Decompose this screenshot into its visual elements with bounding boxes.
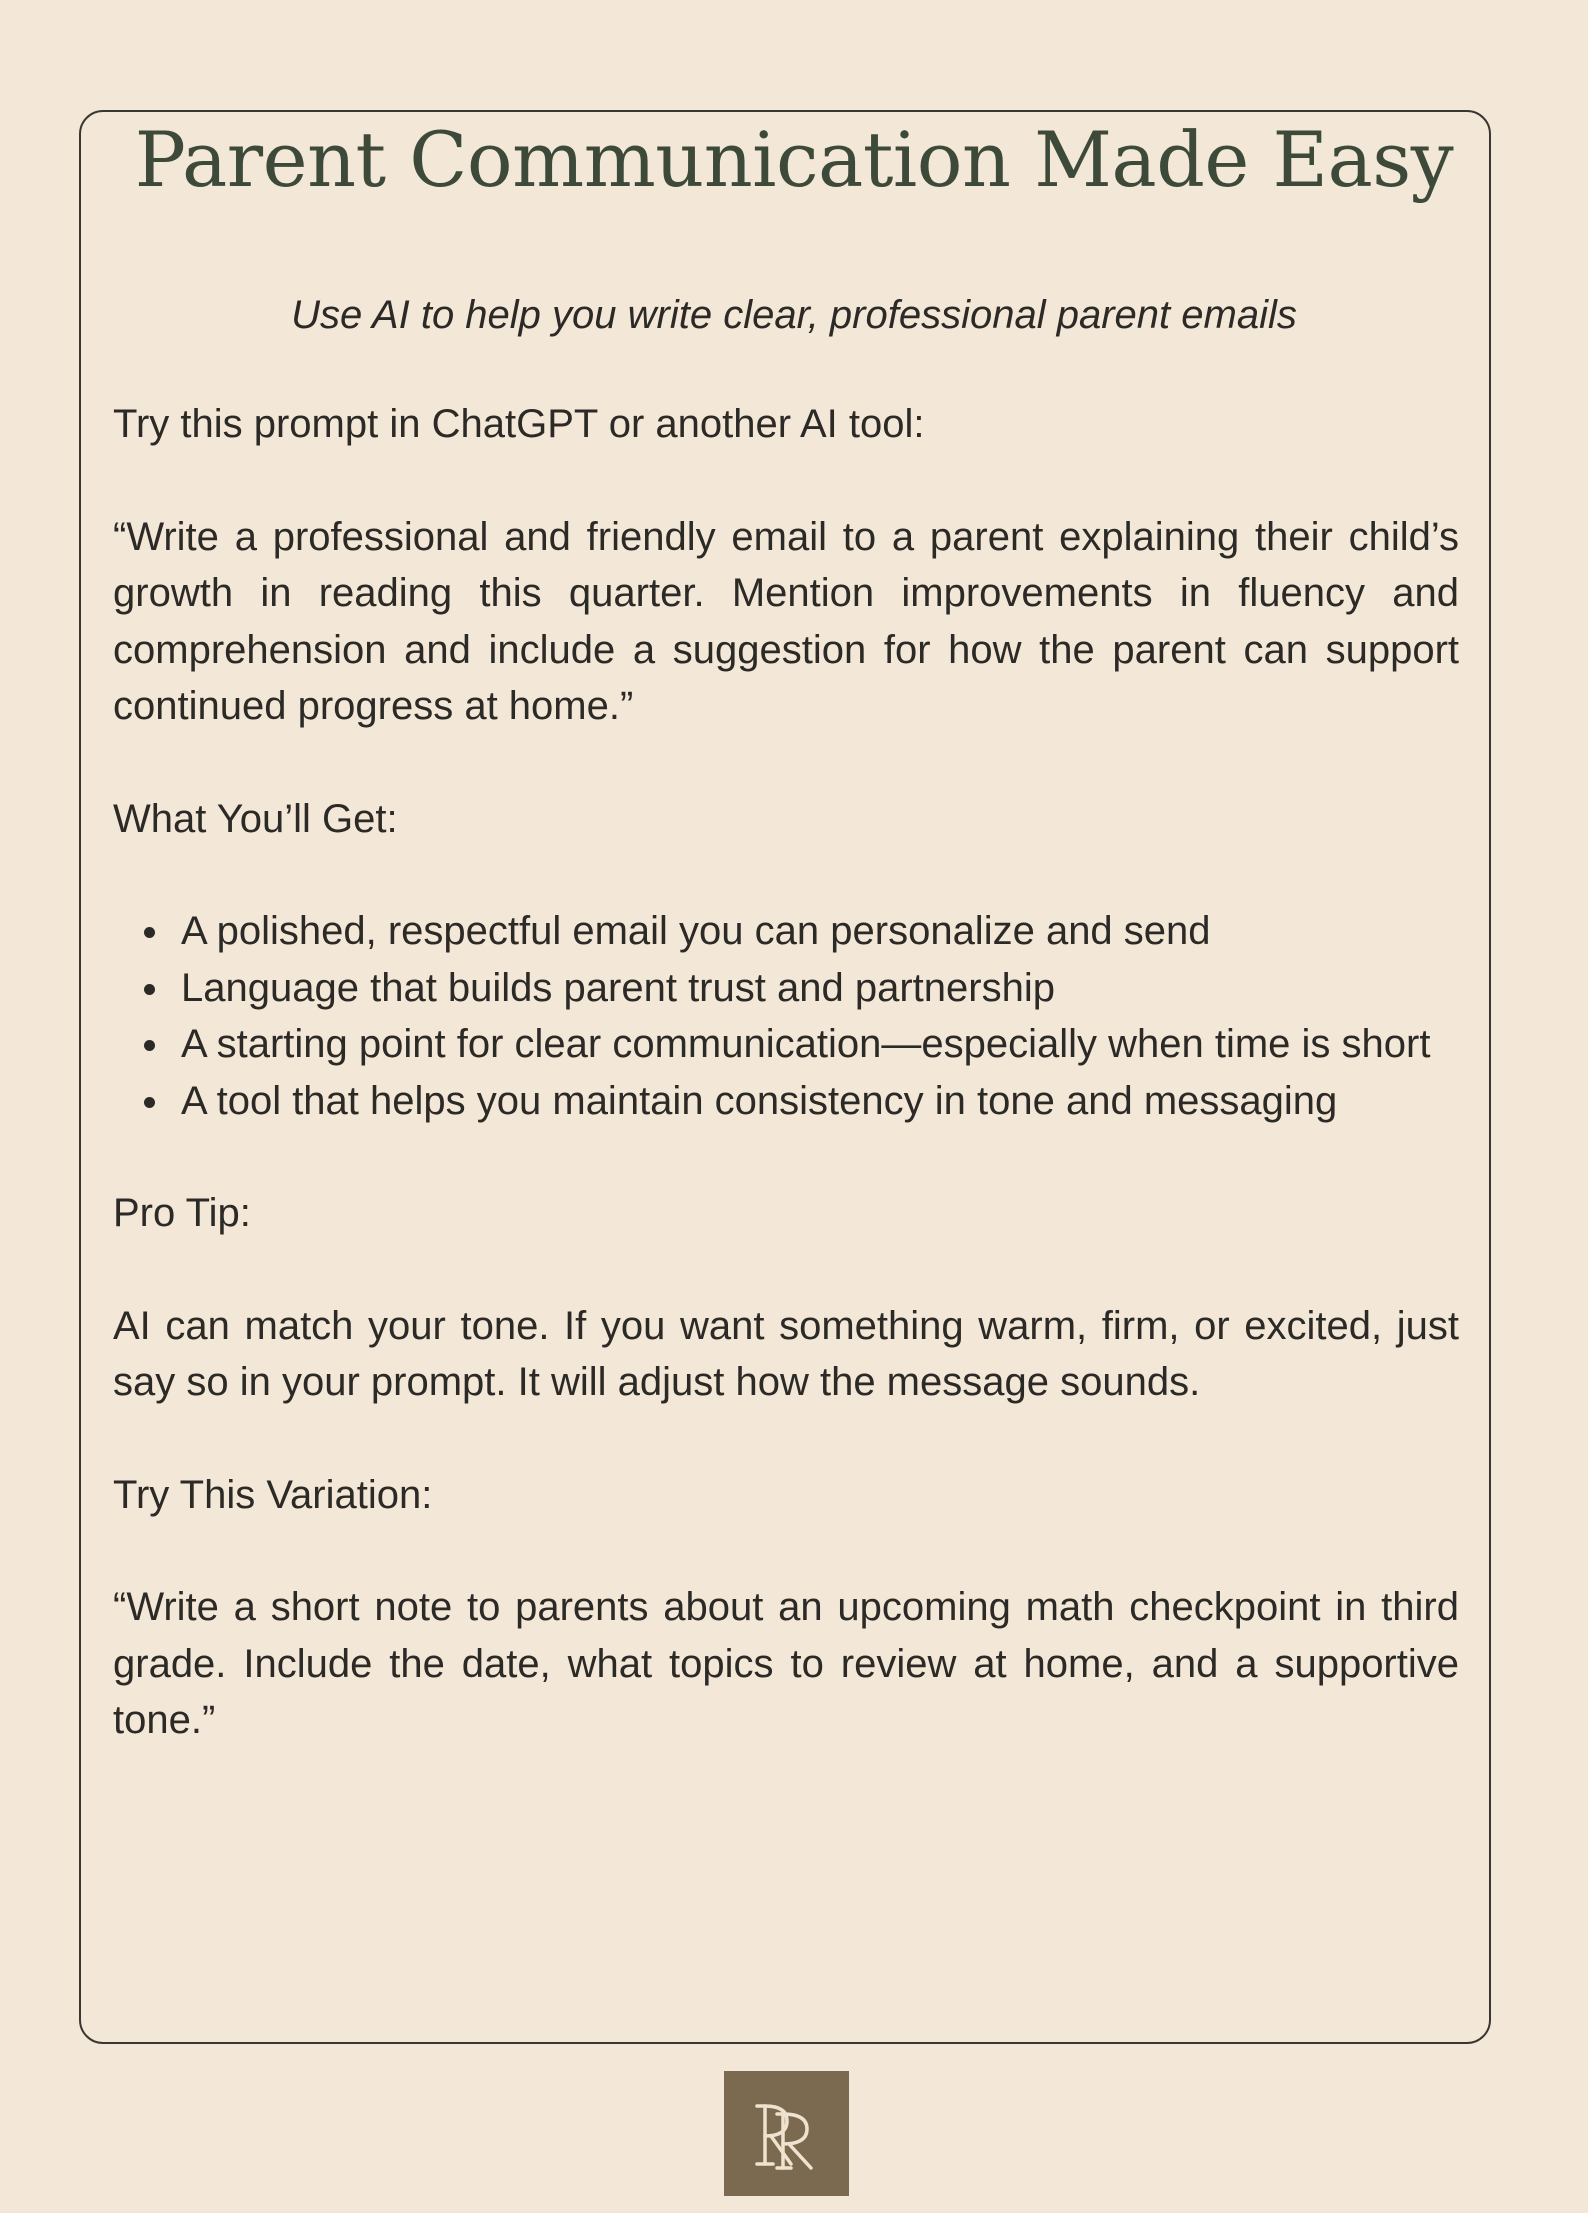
page-title: Parent Communication Made Easy	[134, 115, 1454, 204]
list-item-text: A starting point for clear communication—especially when time is short	[181, 1022, 1431, 1066]
variation-text: “Write a short note to parents about an upcoming math checkpoint in third grade. Include the date, what topics to review at home, and a supportive tone.”	[113, 1585, 1459, 1742]
list-item-text: Language that builds parent trust and partnership	[181, 965, 1055, 1010]
prompt-text: “Write a professional and friendly email to a parent explaining their child’s growth in reading this quarter. Mention improvements in fluency and comprehension and include a suggestion for how the parent can support continued progress at home.”	[113, 514, 1459, 728]
list-item-text: A tool that helps you maintain consistency in tone and messaging	[181, 1078, 1338, 1123]
list-item	[181, 1073, 1459, 1130]
benefits-list	[113, 903, 1459, 1129]
list-item	[181, 903, 1459, 960]
page-subtitle: Use AI to help you write clear, professional parent emails	[291, 293, 1297, 337]
list-item-text: A polished, respectful email you can personalize and send	[181, 909, 1211, 953]
pro-tip-heading: Pro Tip:	[113, 1191, 251, 1235]
prompt-intro: Try this prompt in ChatGPT or another AI tool:	[113, 402, 925, 446]
list-item	[181, 1016, 1459, 1073]
what-youll-get-heading: What You’ll Get:	[113, 796, 398, 841]
list-item	[181, 960, 1459, 1017]
main-content	[113, 396, 1459, 1749]
bullet-icon	[144, 1097, 155, 1108]
variation-heading: Try This Variation:	[113, 1472, 433, 1517]
monogram-rr-logo	[724, 2071, 849, 2196]
bullet-icon	[144, 984, 155, 995]
bullet-icon	[144, 927, 155, 938]
pro-tip-text: AI can match your tone. If you want something warm, firm, or excited, just say so in your prompt. It will adjust how the message sounds.	[113, 1303, 1459, 1404]
logo-mark	[737, 2084, 837, 2184]
bullet-icon	[144, 1040, 155, 1051]
